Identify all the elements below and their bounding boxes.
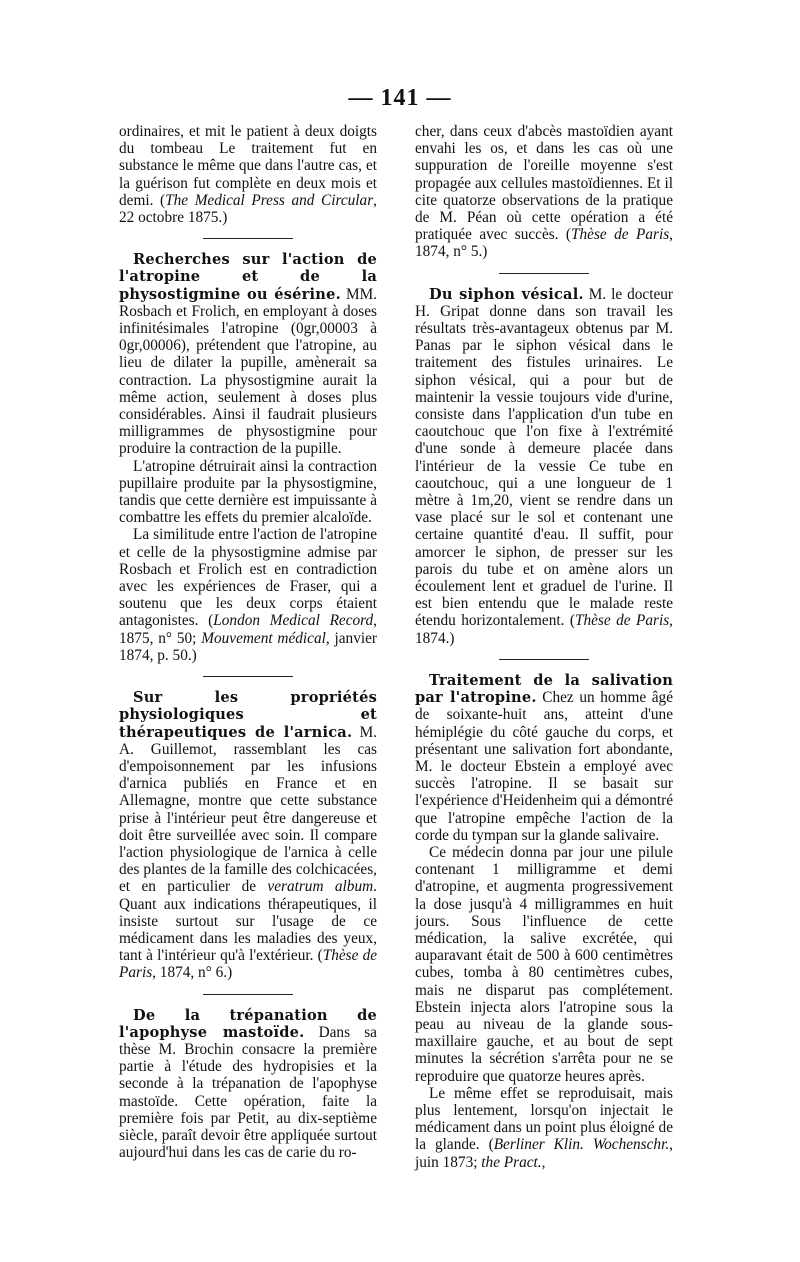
section-divider <box>499 659 589 660</box>
article-trepanation: De la trépanation de l'apophyse mastoïde. Dans sa thèse M. Brochin consacre la première partie à l'étude des hydropisies et la seconde à la trépanation de l'apophyse mastoïde. Cette opération, faite la première fois par Petit, au dix-septième siècle, paraît devoir être appliquée surtout aujourd'hui dans les cas de carie du ro- <box>119 1006 377 1162</box>
paragraph: La similitude entre l'action de l'atropine et celle de la physostigmine admise par Rosbach et Frolich est en contradiction avec les expériences de Fraser, qui a soutenu que les deux corps étaient antagonistes. (London Medical Record, 1875, n° 50; Mouvement médical, janvier 1874, p. 50.) <box>119 526 377 664</box>
article-salivation: Traitement de la salivation par l'atropine. Chez un homme âgé de soixante-huit ans, atteint d'une hémiplégie du côté gauche du corps, et présentant une salivation fort abondante, M. le docteur Ebstein a employé avec succès l'atropine. Il se basait sur l'expérience d'Heidenheim qui a démontré que l'atropine empêche l'action de la corde du tympan sur la glande salivaire. <box>415 671 673 844</box>
section-divider <box>203 238 293 239</box>
article-title: Recherches sur l'action de l'atropine et de la physostigmine ou ésérine. <box>119 251 377 303</box>
paragraph-continuation: ordinaires, et mit le patient à deux doigts du tombeau Le traitement fut en substance le même que dans l'autre cas, et la guérison fut complète en deux mois et demi. (The Medical Press and Circular, 22 octobre 1875.) <box>119 123 377 227</box>
article-title: Du siphon vésical. <box>429 285 584 303</box>
left-column <box>119 123 377 1161</box>
paragraph: Ce médecin donna par jour une pilule contenant 1 milligramme et demi d'atropine, et augmenta progressivement la dose jusqu'à 4 milligrammes en huit jours. Sous l'influence de cette médication, la salive excrétée, qui auparavant était de 500 à 600 centimètres cubes, tomba à 80 centimètres cubes, mais ne disparut pas complétement. Ebstein injecta alors l'atropine sous la peau au niveau de la glande sous-maxillaire gauche, et au bout de sept minutes la sécrétion s'arrêta pour ne se reproduire que quatorze heures après. <box>415 843 673 1085</box>
section-divider <box>499 273 589 274</box>
paragraph: L'atropine détruirait ainsi la contraction pupillaire produite par la physostigmine, tandis que cette dernière est impuissante à combattre les effets du premier alcaloïde. <box>119 457 377 527</box>
paragraph: Le même effet se reproduisait, mais plus lentement, lorsqu'on injectait le médicament dans un point plus éloigné de la glande. (Berliner Klin. Wochenschr., juin 1873; the Pract., <box>415 1084 673 1171</box>
article-title: De la trépanation de l'apophyse mastoïde. <box>119 1006 377 1041</box>
paragraph-continuation: cher, dans ceux d'abcès mastoïdien ayant envahi les os, et dans les cas où une suppuration de l'oreille moyenne s'est propagée aux cellules mastoïdiennes. Et il cite quatorze observations de la pratique de M. Péan où cette opération a été pratiquée avec succès. (Thèse de Paris, 1874, n° 5.) <box>415 123 673 261</box>
section-divider <box>203 676 293 677</box>
section-divider <box>203 994 293 995</box>
article-siphon-vesical: Du siphon vésical. M. le docteur H. Gripat donne dans son travail les résultats très-avantageux obtenus par M. Panas par le siphon vésical dans le traitement des fistules urinaires. Le siphon vésical, qui a pour but de maintenir la vessie toujours vide d'urine, consiste dans l'application d'un tube en caoutchouc que l'on fixe à l'extrémité d'une sonde à demeure placée dans l'intérieur de la vessie Ce tube en caoutchouc, qui a une longueur de 1 mètre à 1m,20, vient se rendre dans un vase placé sur le sol et contenant une certaine quantité d'eau. Il suffit, pour amorcer le siphon, de presser sur les parois du tube et on amène alors un écoulement lent et graduel de l'urine. Il est bien entendu que le malade reste étendu horizontalement. (Thèse de Paris, 1874.) <box>415 285 673 647</box>
page-number: — 141 — <box>348 85 452 111</box>
right-column <box>415 123 673 1171</box>
article-title: Traitement de la salivation par l'atropine. <box>415 671 673 707</box>
article-arnica: Sur les propriétés physiologiques et thérapeutiques de l'arnica. M. A. Guillemot, rassemblant les cas d'empoisonnement par les infusions d'arnica publiés en France et en Allemagne, montre que cette substance prise à l'intérieur peut être dangereuse et doit être surveillée avec soin. Il compare l'action physiologique de l'arnica à celle des plantes de la famille des colchicacées, et en particulier de veratrum album. Quant aux indications thérapeutiques, il insiste surtout sur l'usage de ce médicament dans les maladies des yeux, tant à l'intérieur qu'à l'extérieur. (Thèse de Paris, 1874, n° 6.) <box>119 689 378 982</box>
article-title: Sur les propriétés physiologiques et thérapeutiques de l'arnica. <box>119 689 377 741</box>
article-atropine-physostigmine: Recherches sur l'action de l'atropine et de la physostigmine ou ésérine. MM. Rosbach et Frolich, en employant à doses infinitésimales l'atropine (0gr,00003 à 0gr,00006), prétendent que l'atropine, au lieu de dilater la pupille, amènerait sa contraction. La physostigmine aurait la même action, seulement à doses plus considérables. Ainsi il faudrait plusieurs milligrammes de physostigmine pour produire la contraction de la pupille. <box>119 251 377 458</box>
